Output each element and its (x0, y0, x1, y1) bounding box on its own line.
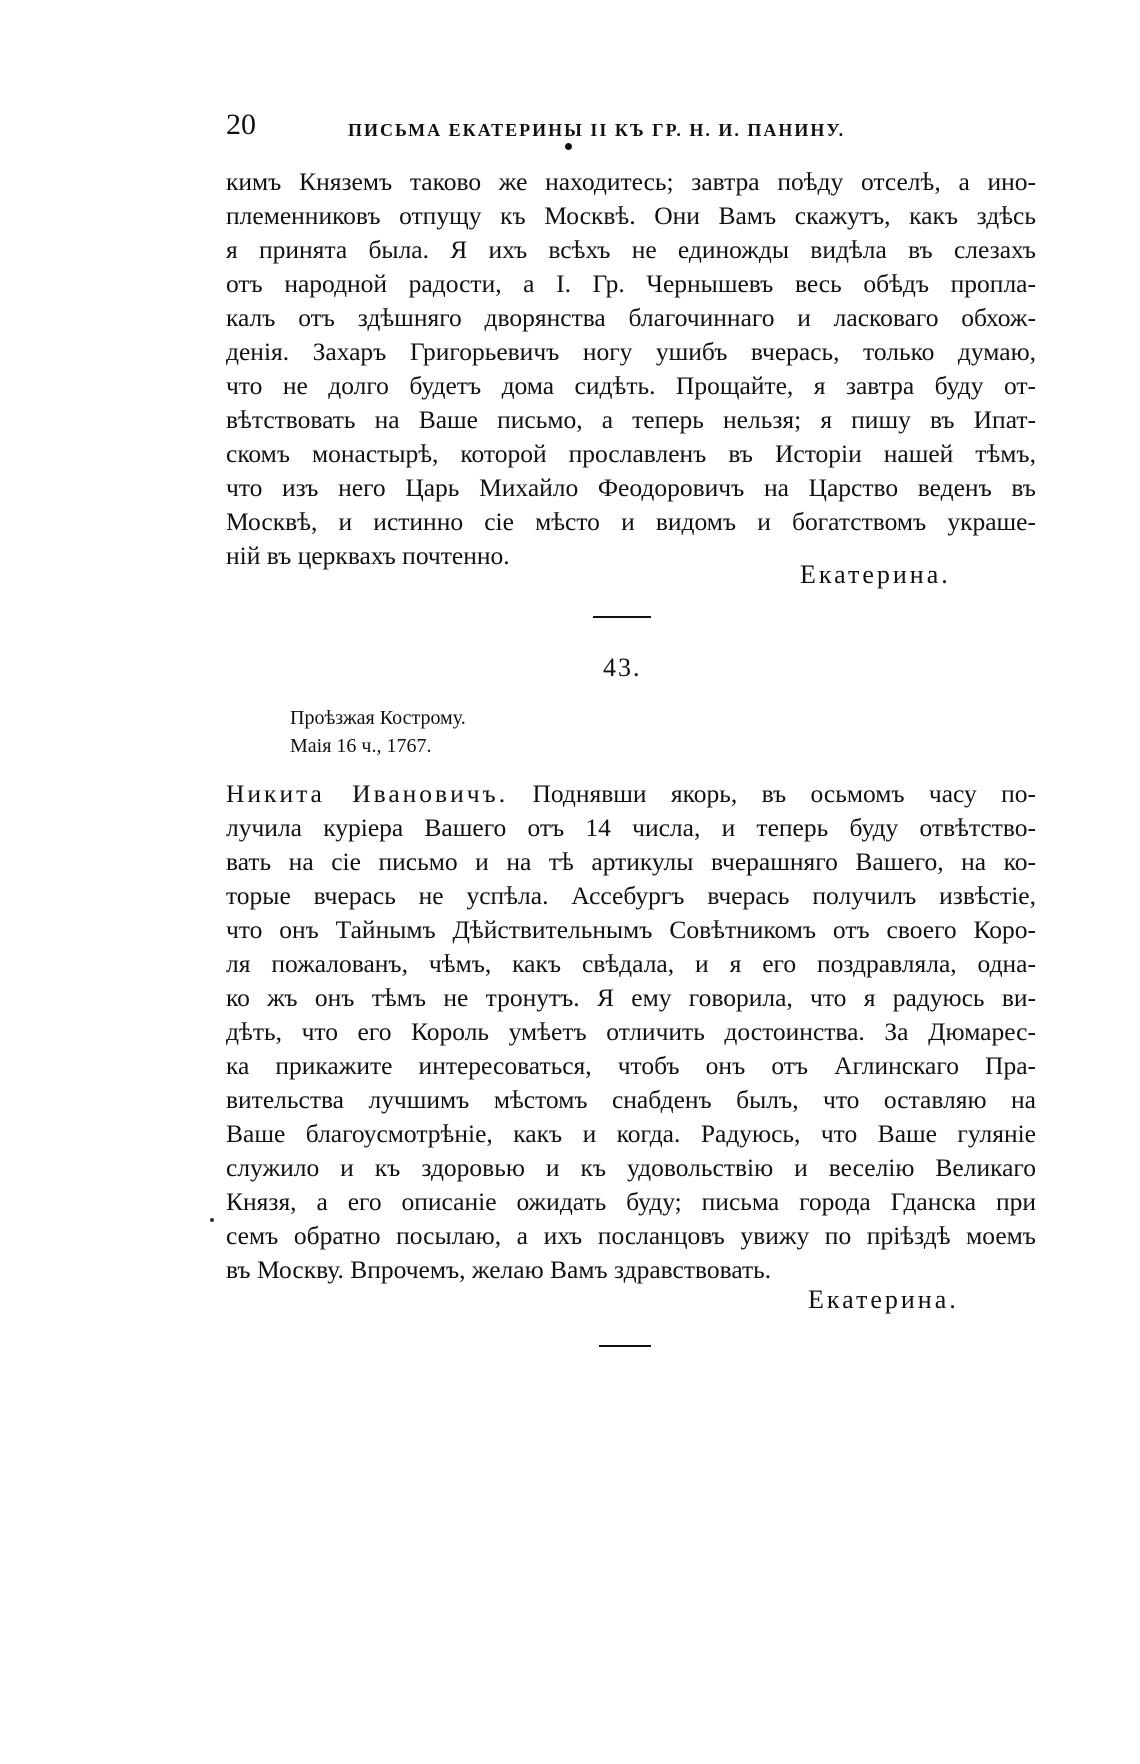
running-title: ПИСЬМА ЕКАТЕРИНЫ II КЪ ГР. Н. И. ПАНИНУ. (348, 120, 846, 140)
text-line: племенниковъ отпущу къ Москвѣ. Они Вамъ скажутъ, какъ здѣсь (226, 201, 1036, 230)
text-line: что не долго будетъ дома сидѣть. Прощайте, я завтра буду от- (226, 371, 1036, 400)
text-line: вать на сіе письмо и на тѣ артикулы вчерашняго Вашего, на ко- (226, 847, 1036, 876)
text-line: я принята была. Я ихъ всѣхъ не единожды видѣла въ слезахъ (226, 235, 1036, 264)
text-line: Москвѣ, и истинно сіе мѣсто и видомъ и богатствомъ украше- (226, 507, 1036, 536)
signature-letter-42: Екатерина. (800, 560, 951, 589)
letter-42-body (226, 165, 1036, 573)
margin-speck (210, 1218, 214, 1222)
printer-dot-mark (565, 143, 572, 150)
letter-place: Проѣзжая Кострому. (290, 707, 466, 729)
text-line: дѣть, что его Король умѣетъ отличить достоинства. За Дюмарес- (226, 1017, 1036, 1046)
section-divider (599, 1345, 651, 1347)
text-line: скомъ монастырѣ, которой прославленъ въ Исторіи нашей тѣмъ, (226, 439, 1036, 468)
section-divider (593, 616, 651, 618)
text-line: вѣтствовать на Ваше письмо, а теперь нельзя; я пишу въ Ипат- (226, 405, 1036, 434)
text-line: ка прикажите интересоваться, чтобъ онъ отъ Аглинскаго Пра- (226, 1051, 1036, 1080)
text-line: что изъ него Царь Михайло Феодоровичъ на Царство веденъ въ (226, 473, 1036, 502)
letter-43-body (226, 777, 1036, 1287)
text-line: семъ обратно посылаю, а ихъ посланцовъ увижу по пріѣздѣ моемъ (226, 1221, 1036, 1250)
text-line: ній въ церквахъ почтенно. (226, 541, 510, 570)
text-line: денія. Захаръ Григорьевичъ ногу ушибъ вчерась, только думаю, (226, 337, 1036, 366)
text-line: вительства лучшимъ мѣстомъ снабденъ былъ, что оставляю на (226, 1085, 1036, 1114)
text-line: торые вчерась не успѣла. Ассебургъ вчерась получилъ извѣстіе, (226, 881, 1036, 910)
text-line: кимъ Княземъ таково же находитесь; завтра поѣду отселѣ, а ино- (226, 167, 1036, 196)
place-date-block (290, 704, 466, 760)
salutation: Никита Ивановичъ. (226, 779, 509, 808)
text-line-first (226, 777, 1036, 811)
first-line-text: Поднявши якорь, въ осьмомъ часу по- (508, 779, 1037, 808)
text-line: отъ народной радости, а I. Гр. Чернышевъ весь обѣдъ пропла- (226, 269, 1036, 298)
text-line: ля пожалованъ, чѣмъ, какъ свѣдала, и я его поздравляла, однa- (226, 949, 1036, 978)
text-line: въ Москву. Впрочемъ, желаю Вамъ здравствовать. (226, 1255, 772, 1284)
text-line: Князя, а его описаніе ожидать буду; письма города Гданска при (226, 1187, 1036, 1216)
text-line: лучила куріера Вашего отъ 14 числа, и теперь буду отвѣтство- (226, 813, 1036, 842)
text-line: ко жъ онъ тѣмъ не тронутъ. Я ему говорила, что я радуюсь ви- (226, 983, 1036, 1012)
letter-date: Маія 16 ч., 1767. (290, 735, 432, 757)
text-line: что онъ Тайнымъ Дѣйствительнымъ Совѣтникомъ отъ своего Коро- (226, 915, 1036, 944)
text-line: служило и къ здоровью и къ удовольствію и веселію Великаго (226, 1153, 1036, 1182)
text-line: калъ отъ здѣшняго дворянства благочиннаго и ласковаго обхож- (226, 303, 1036, 332)
page-number: 20 (226, 108, 256, 141)
text-line: Ваше благоусмотрѣніе, какъ и когда. Радуюсь, что Ваше гуляніе (226, 1119, 1036, 1148)
running-head (226, 108, 1046, 148)
letter-number: 43. (603, 653, 642, 682)
signature-letter-43: Екатерина. (808, 1285, 959, 1314)
